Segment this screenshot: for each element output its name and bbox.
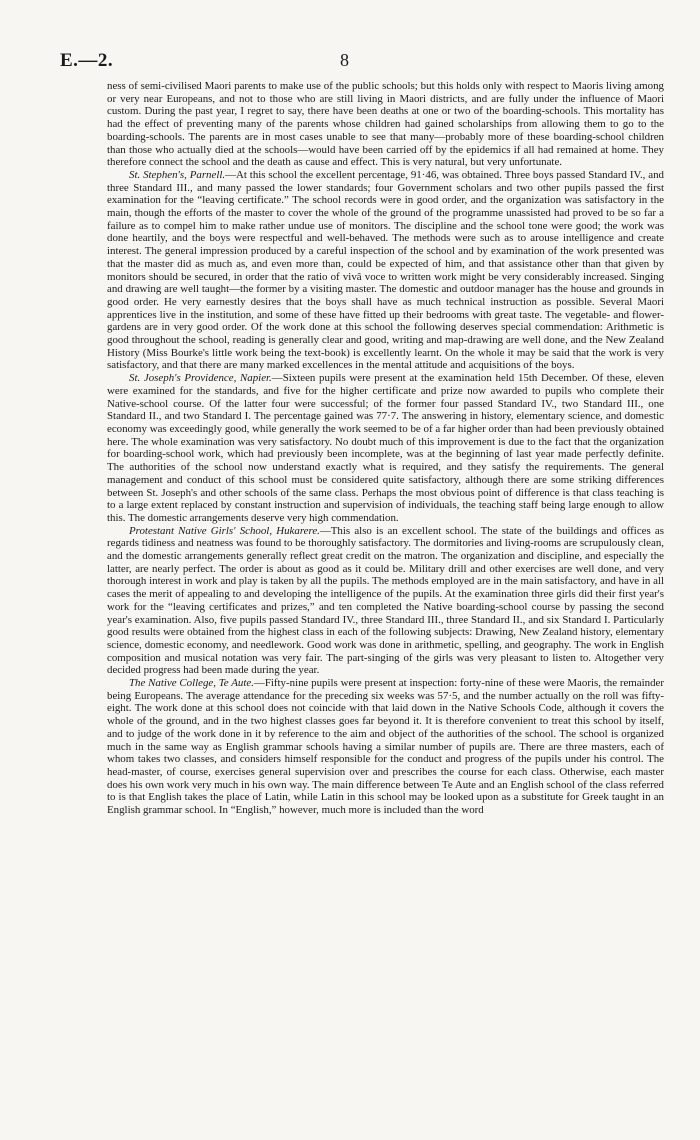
paragraph-title: The Native College, Te Aute. (129, 677, 254, 690)
paragraph-hukarere (107, 525, 664, 677)
paragraph-intro (107, 80, 664, 169)
paragraph-text: ness of semi-civilised Maori parents to make use of the public schools; but this holds only with respect to Maoris living among or very near Europeans, and not to those who are still living in Maori districts, and are fully under the influence of Maori custom. During the past year, I regret to say, there have been deaths at one or two of the boarding-schools. This mortality has had the effect of preventing many of the parents whose children had gained scholarships from allowing them to go to the boarding-schools. The parents are in most cases unable to see that many—probably more of these boarding-school children than those who actually died at the schools—would have been carried off by the epidemics if all had remained at home. They therefore connect the school and the death as cause and effect. This is very natural, but very unfortunate. (107, 80, 664, 169)
paragraph-text: —At this school the excellent percentage, 91·46, was obtained. Three boys passed Standard IV., and three Standard III., and many passed the lower standards; four Government scholars and two other pupils passed the first examination for the “leaving certificate.” The school records were in good order, and the organization was satisfactory in the main, though the efforts of the master to cover the whole of the ground of the programme unassisted had proved to be so far a failure as to compel him to make rather undue use of monitors. The discipline and the school tone were good; the work was done heartily, and the boys were respectful and well-behaved. The methods were such as to arouse intelligence and create interest. The general impression produced by a careful inspection of the school and by examination of the work presented was that the master did as much as, and even more than, could be expected of him, and that assistance other than that given by monitors should be secured, in order that the ratio of vivâ voce to written work might be very considerably increased. Singing and drawing are well taught—the former by a visiting master. The domestic and outdoor manager has the house and grounds in good order. He very earnestly desires that the boys shall have as much technical instruction as possible. Several Maori apprentices live in the institution, and some of these have fitted up their bedrooms with great taste. The vegetable- and flower-gardens are in very good order. Of the work done at this school the following deserves special commendation: Arithmetic is good throughout the school, reading is generally clear and good, writing and map-drawing are well done, and the New Zealand History (Miss Bourke's little work being the text-book) is excellently learnt. On the whole it may be said that the work is very satisfactory, and that there are many marked excellences in the mental attitude and acquisitions of the boys. (107, 168, 664, 372)
body-text (107, 80, 664, 817)
paragraph-te-aute (107, 677, 664, 817)
running-header (60, 50, 660, 78)
paragraph-title: St. Stephen's, Parnell. (129, 168, 226, 181)
document-reference: E.—2. (60, 50, 114, 71)
paragraph-st-stephens (107, 169, 664, 372)
paragraph-text: —Fifty-nine pupils were present at inspection: forty-nine of these were Maoris, the remainder being Europeans. The average attendance for the preceding six weeks was 57·5, and the number actually on the roll was fifty-eight. The work done at this school does not coincide with that laid down in the Native Schools Code, although it covers the whole of the ground, and in the two highest classes goes far beyond it. It is therefore convenient to treat this school by itself, and to judge of the work done in it by reference to the aim and object of the authorities of the school. The school is organized much in the same way as English grammar schools having a similar number of pupils are. There are three masters, each of whom takes two classes, and considers himself responsible for the conduct and progress of the pupils under his control. The head-master, of course, exercises general supervision over and prescribes the course for each class. Otherwise, each master does his own work very much in his own way. The main difference between Te Aute and an English school of the class referred to is that English takes the place of Latin, while Latin in this school may be looked upon as a substitute for Greek taught in an English grammar school. In “English,” however, much more is included than the word (107, 677, 664, 817)
paragraph-st-josephs (107, 372, 664, 524)
paragraph-text: —This also is an excellent school. The state of the buildings and offices as regards tidiness and neatness was found to be thoroughly satisfactory. The dormitories and living-rooms are scrupulously clean, and the domestic arrangements generally reflect great credit on the matron. The organization and discipline, and especially the latter, are nearly perfect. The order is about as good as it could be. Military drill and other exercises are well done, and very thorough interest in work and play is taken by all the pupils. The methods employed are in the main satisfactory, and have in all cases the merit of appealing to and developing the intelligence of the pupils. At the examination three girls did their first year's work for the “leaving certificates and prizes,” and ten completed the Native boarding-school course by passing the second year's examination. Also, five pupils passed Standard IV., three Standard III., three Standard II., and six Standard I. Particularly good results were obtained from the highest class in each of the following subjects: Drawing, New Zealand history, elementary science, domestic economy, and needlework. Good work was done in arithmetic, spelling, and geography. The work in English composition and musical notation was very fair. The part-singing of the girls was very pleasant to listen to. Altogether very decided progress had been made during the year. (107, 524, 664, 677)
page-number: 8 (340, 50, 349, 70)
paragraph-title: Protestant Native Girls' School, Hukarere. (129, 524, 320, 537)
paragraph-text: —Sixteen pupils were present at the examination held 15th December. Of these, eleven were examined for the standards, and five for the higher certificate and prize now awarded to pupils who complete their Native-school course. Of the latter four were successful; of the former four passed Standard IV., two Standard III., one Standard II., and two Standard I. The percentage gained was 77·7. The answering in history, elementary science, and domestic economy was exceedingly good, while generally the work seemed to be of a far higher order than had been previously obtained here. The whole examination was very satisfactory. No doubt much of this improvement is due to the fact that the organization for boarding-school work, which had previously been incomplete, was at the beginning of last year made perfectly definite. The authorities of the school now understand exactly what is required, and they satisfy the requirements. The general management and conduct of this school must be considered quite satisfactory, although there are some striking differences between St. Joseph's and other schools of the same class. Perhaps the most obvious point of difference is that class teaching is to a large extent replaced by constant instruction and supervision of individuals, the teaching staff being large enough to allow this. The domestic arrangements deserve very high commendation. (107, 372, 665, 524)
paragraph-title: St. Joseph's Providence, Napier. (129, 372, 272, 385)
